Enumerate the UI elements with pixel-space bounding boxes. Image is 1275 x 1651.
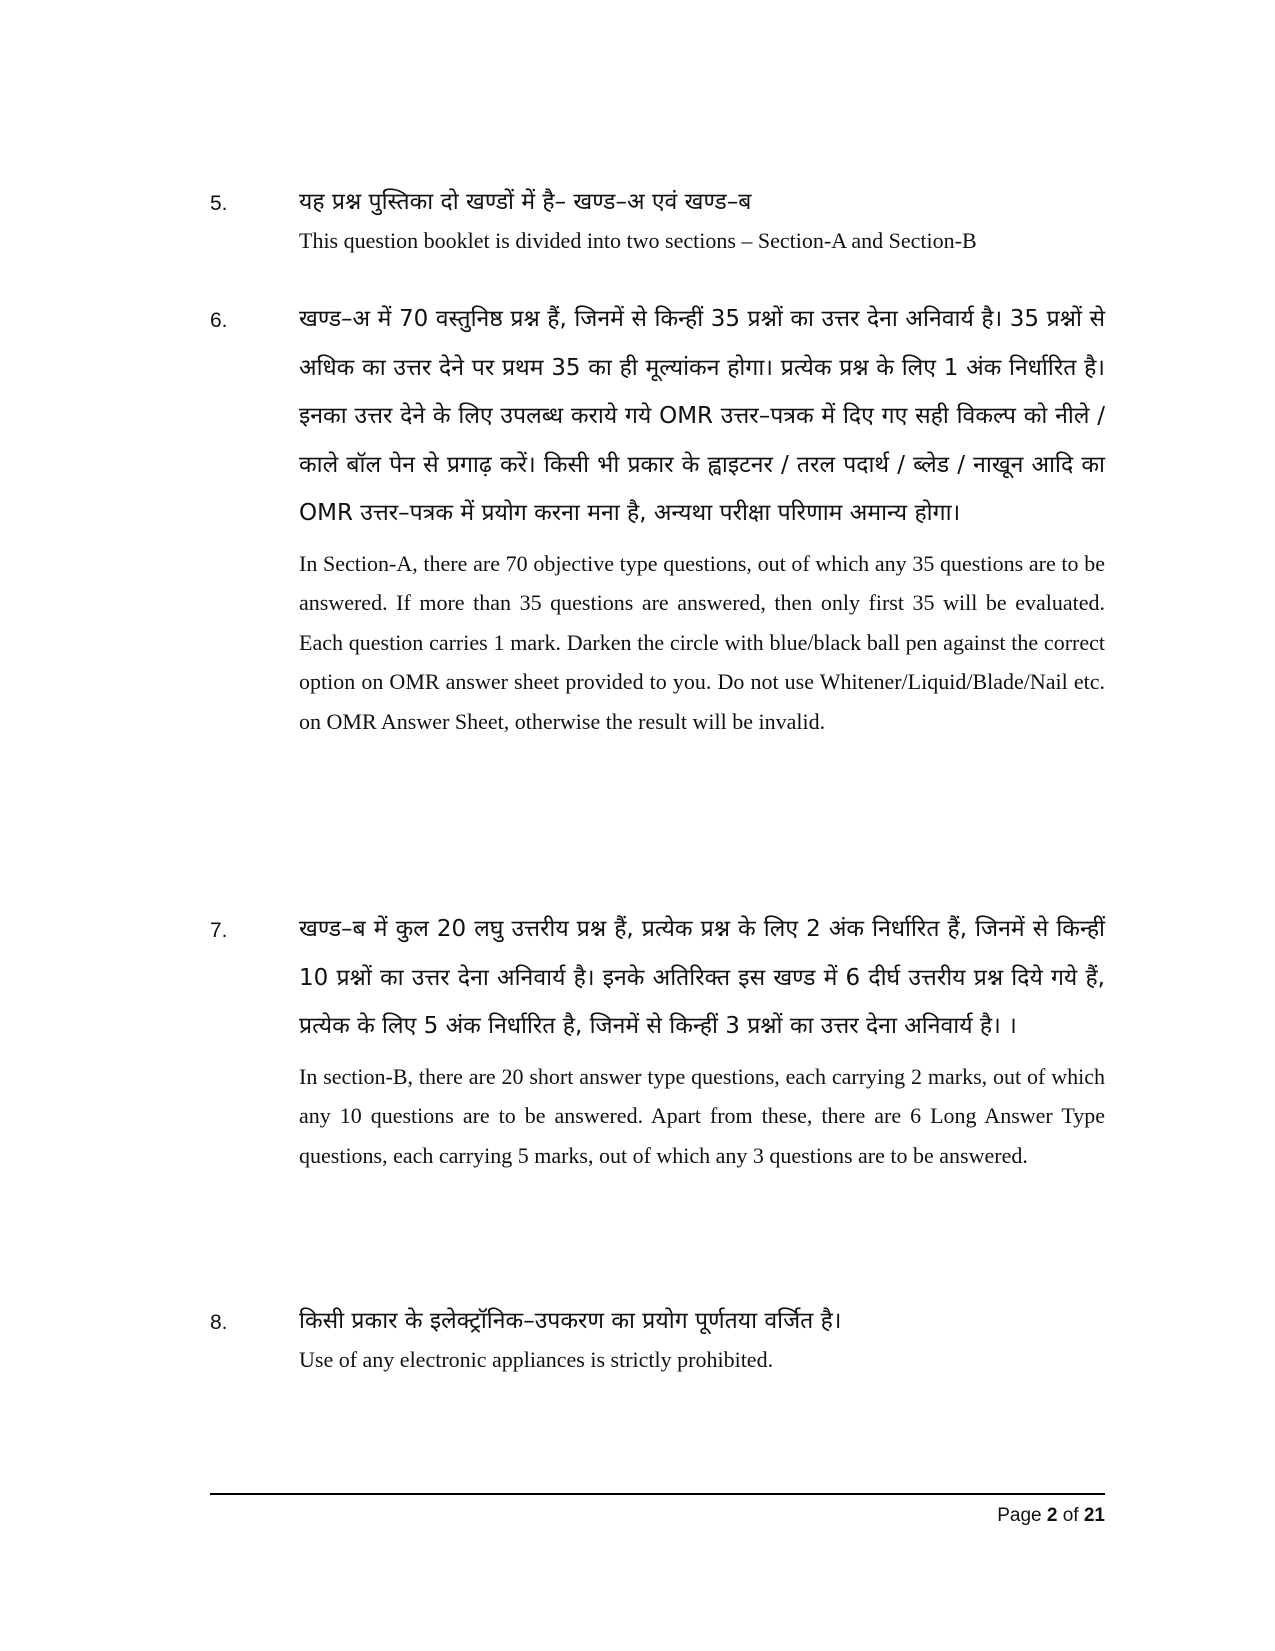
instruction-body — [299, 1297, 1105, 1379]
total-pages-number: 21 — [1083, 1505, 1105, 1526]
instruction-english-text: This question booklet is divided into two sections – Section-A and Section-B — [299, 227, 977, 253]
instruction-body — [299, 295, 1105, 741]
page-number-footer — [997, 1505, 1105, 1527]
instruction-number: 7. — [210, 919, 228, 942]
instruction-number: 6. — [210, 309, 228, 332]
instruction-number: 8. — [210, 1311, 228, 1334]
instruction-hindi-text: यह प्रश्न पुस्तिका दो खण्डों में है– खण्ड–अ एवं खण्ड–ब — [299, 189, 752, 215]
current-page-number: 2 — [1046, 1505, 1058, 1526]
instruction-hindi-text: खण्ड–अ में 70 वस्तुनिष्ठ प्रश्न हैं, जिनमें से किन्हीं 35 प्रश्नों का उत्तर देना अनिवार्य है। 35 प्रश्नों से अधिक का उत्तर देने पर प्रथम 35 का ही मूल्यांकन होगा। प्रत्येक प्रश्न के लिए 1 अंक निर्धारित है। इनका उत्तर देने के लिए उपलब्ध कराये गये OMR उत्तर–पत्रक में दिए गए सही विकल्प को नीले / काले बॉल पेन से प्रगाढ़ करें। किसी भी प्रकार के ह्वाइटनर / तरल पदार्थ / ब्लेड / नाखून आदि का OMR उत्तर–पत्रक में प्रयोग करना मना है, अन्यथा परीक्षा परिणाम अमान्य होगा। — [299, 306, 1105, 526]
page-word: Page — [997, 1505, 1042, 1526]
instruction-body — [299, 178, 1105, 260]
footer-divider — [210, 1493, 1105, 1495]
instruction-english-text: Use of any electronic appliances is strictly prohibited. — [299, 1346, 774, 1372]
instruction-body — [299, 905, 1105, 1175]
instruction-number: 5. — [210, 192, 228, 215]
of-word: of — [1062, 1505, 1079, 1526]
instruction-english-text: In section-B, there are 20 short answer type questions, each carrying 2 marks, out of which any 10 questions are to be answered. Apart from these, there are 6 Long Answer Type questions, each carrying 5 marks, out of which any 3 questions are to be answered. — [299, 1063, 1105, 1168]
instruction-hindi-text: खण्ड–ब में कुल 20 लघु उत्तरीय प्रश्न हैं, प्रत्येक प्रश्न के लिए 2 अंक निर्धारित हैं, जिनमें से किन्हीं 10 प्रश्नों का उत्तर देना अनिवार्य है। इनके अतिरिक्त इस खण्ड में 6 दीर्घ उत्तरीय प्रश्न दिये गये हैं, प्रत्येक के लिए 5 अंक निर्धारित है, जिनमें से किन्हीं 3 प्रश्नों का उत्तर देना अनिवार्य है। । — [299, 916, 1105, 1039]
instruction-hindi-text: किसी प्रकार के इलेक्ट्रॉनिक–उपकरण का प्रयोग पूर्णतया वर्जित है। — [299, 1308, 842, 1334]
instruction-english-text: In Section-A, there are 70 objective type questions, out of which any 35 questions are to be answered. If more than 35 questions are answered, then only first 35 will be evaluated. Each question carries 1 mark. Darken the circle with blue/black ball pen against the correct option on OMR answer sheet provided to you. Do not use Whitener/Liquid/Blade/Nail etc. on OMR Answer Sheet, otherwise the result will be invalid. — [299, 550, 1105, 734]
